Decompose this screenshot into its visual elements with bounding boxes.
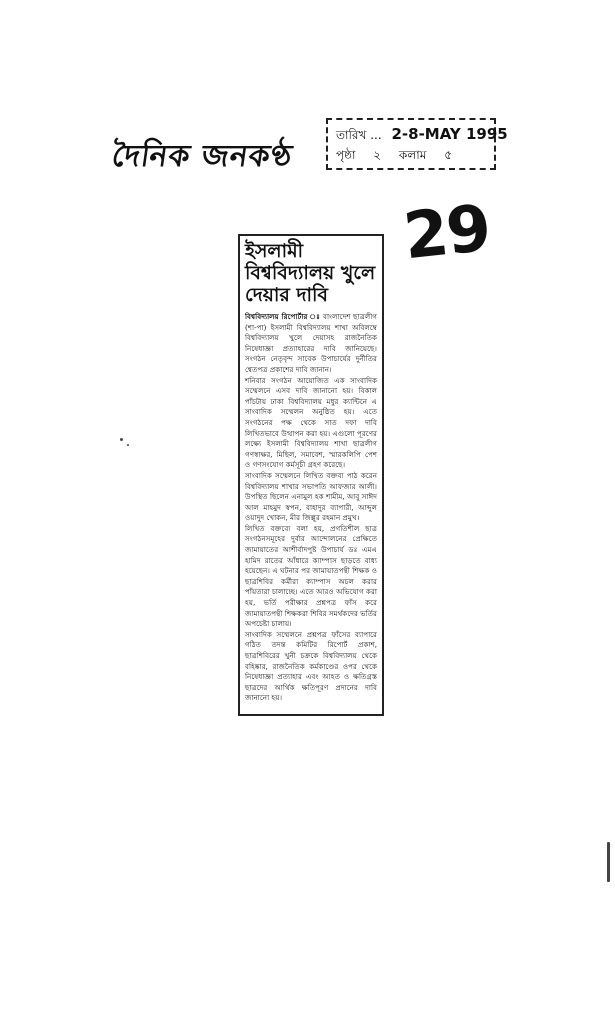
scan-speck <box>120 438 123 441</box>
handwritten-page-number: 29 <box>400 191 493 275</box>
scan-speck <box>127 444 129 446</box>
article-paragraph: সাংবাদিক সম্মেলনে প্রশ্নপত্র ফাঁসের ব্যাপারে গঠিত তদন্ত কমিটির রিপোর্ট প্রকাশ, ছাত্রশিবিরের খুনী চক্রকে বিশ্ববিদ্যালয় থেকে বহিষ্কার, রাজনৈতিক কর্মকাণ্ডের ওপর থেকে নিষেধাজ্ঞা প্রত্যাহার এবং আহত ও ক্ষতিগ্রস্ত ছাত্রদের আর্থিক ক্ষতিপূরণ প্রদানের দাবি জানানো হয়। <box>245 629 377 703</box>
stamp-date-label: তারিখ ... <box>336 128 382 142</box>
article-byline: বিশ্ববিদ্যালয় রিপোর্টার ঃ <box>245 312 321 321</box>
date-stamp <box>326 118 508 170</box>
article-paragraph: শনিবার সংগঠন আয়োজিত এক সাংবাদিক সম্মেলনে এসব দাবি জানানো হয়। বিকাল পাঁচটায় ঢাকা বিশ্ববিদ্যালয় মধুর ক্যান্টিনে এ সাংবাদিক সম্মেলন অনুষ্ঠিত হয়। এতে সংগঠনের পক্ষ থেকে সাত দফা দাবি লিখিতভাবে উত্থাপন করা হয়। এগুলো পূরণের লক্ষ্যে ইসলামী বিশ্ববিদ্যালয় শাখা ছাত্রলীগ গণস্বাক্ষর, মিছিল, সমাবেশ, স্মারকলিপি পেশ ও গণসংযোগ কর্মসূচী গ্রহণ করেছে। <box>245 375 377 470</box>
news-clipping <box>238 234 384 716</box>
stamp-date-value: 2-8-MAY 1995 <box>391 125 508 143</box>
article-headline: ইসলামী বিশ্ববিদ্যালয় খুলে দেয়ার দাবি <box>245 240 376 306</box>
stamp-page-label: পৃষ্ঠা <box>336 148 356 162</box>
scan-speck <box>607 842 610 882</box>
article-paragraph <box>245 312 377 376</box>
stamp-column-label: কলাম <box>398 148 427 162</box>
article-paragraph: লিখিত বক্তব্যে বলা হয়, প্রগতিশীল ছাত্র সংগঠনসমূহের দুর্বার আন্দোলনের প্রেক্ষিতে জামায়াতের আশীর্বাদপুষ্ট উপাচার্য ডঃ এমএ হামিদ রাতের আঁধারে ক্যাম্পাস ছাড়তে বাধ্য হয়েছেন। এ ঘটনার পর জামায়াতপন্থী শিক্ষক ও ছাত্রশিবির কর্মীরা ক্যাম্পাস অচল করার পাঁয়তারা চালাচ্ছে। এতে আরও অভিযোগ করা হয়, ভর্তি পরীক্ষার প্রশ্নপত্র ফাঁস করে জামায়াতপন্থী শিক্ষকরা শিবির সমর্থকদের ভর্তির অপচেষ্টা চালায়। <box>245 523 377 629</box>
stamp-page-value: ২ <box>373 148 382 162</box>
newspaper-masthead: দৈনিক জনকণ্ঠ <box>109 139 295 174</box>
stamp-date-row <box>336 125 508 147</box>
article-paragraph: সাংবাদিক সম্মেলনে লিখিত বক্তব্য পাঠ করেন বিশ্ববিদ্যালয় শাখার সভাপতি আফজার আলী। উপস্থিত ছিলেন এনামুল হক শামীম, আবু সাঈদ আল মাহমুদ স্বপন, বাহাদুর ব্যাপারী, আব্দুল ওয়াদুদ খোকন, মীর জিল্লুর রহমান প্রমুখ। <box>245 470 377 523</box>
stamp-column-value: ৫ <box>444 148 453 162</box>
article-paragraph-text: বাংলাদেশ ছাত্রলীগ (শা-পা) ইসলামী বিশ্ববিদ্যালয় শাখা অবিলম্বে বিশ্ববিদ্যালয় খুলে দেয়াসহ রাজনৈতিক নিষেধাজ্ঞা প্রত্যাহারের দাবি জানিয়েছে। সংগঠন নেতৃবৃন্দ সাবেক উপাচার্যের দুর্নীতির শ্বেতপত্র প্রকাশের দাবি জানান। <box>245 312 377 374</box>
stamp-page-row <box>336 147 466 167</box>
